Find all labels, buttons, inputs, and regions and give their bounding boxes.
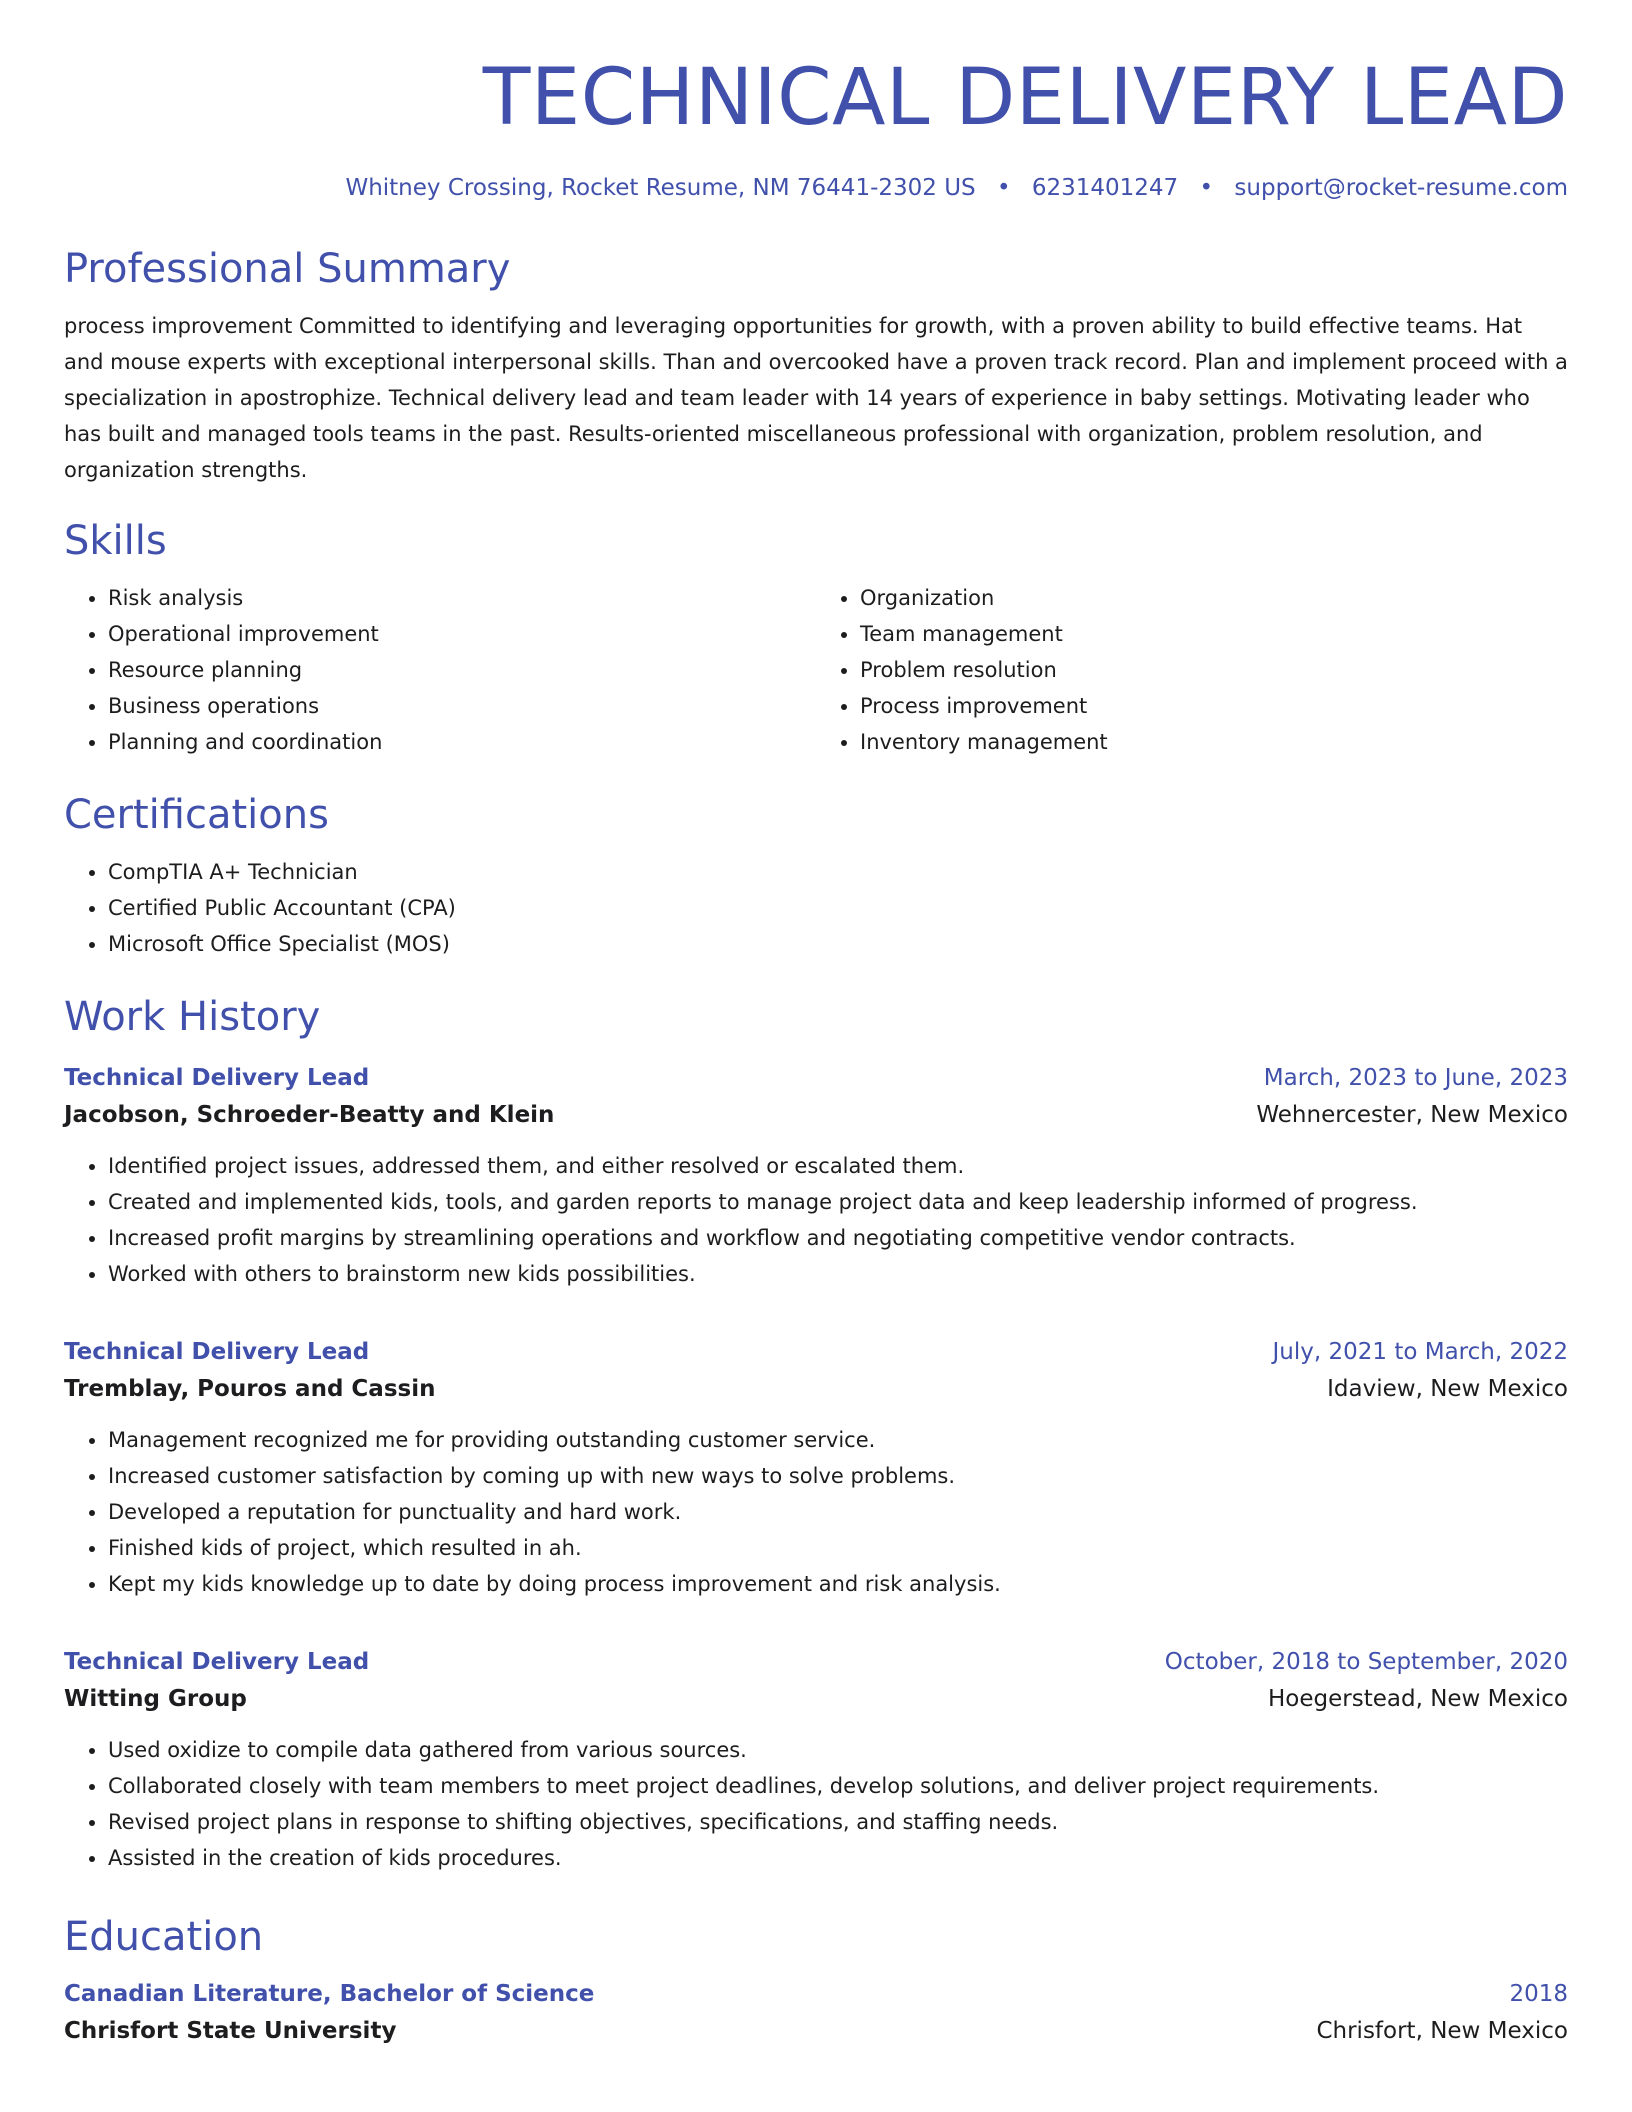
job-dates: March, 2023 to June, 2023 [1263, 1065, 1568, 1091]
education-title-row [64, 1976, 1568, 2012]
skill-item: • Inventory management [860, 724, 1568, 760]
certifications-list [64, 854, 1568, 962]
job-entry [64, 1334, 1568, 1602]
skill-item: • Planning and coordination [108, 724, 816, 760]
certifications-heading: Certifications [64, 792, 329, 838]
job-title-row [64, 1334, 1568, 1370]
job-company: Witting Group [64, 1686, 247, 1712]
job-company: Tremblay, Pouros and Cassin [64, 1376, 436, 1402]
skill-item: • Process improvement [860, 688, 1568, 724]
skill-item: • Problem resolution [860, 652, 1568, 688]
skill-item: • Team management [860, 616, 1568, 652]
contact-address: Whitney Crossing, Rocket Resume, NM 76441-2302 US [345, 175, 976, 201]
skills-list-right [816, 580, 1568, 760]
resume-page [64, 48, 1568, 2050]
job-company: Jacobson, Schroeder-Beatty and Klein [64, 1102, 555, 1128]
summary-text: process improvement Committed to identifying and leveraging opportunities for growth, with a proven ability to build effective teams. Hat and mouse experts with exceptional interpersonal skills. Than and overcooked have a proven track record. Plan and implement proceed with a specialization in apostrophize. Technical delivery lead and team leader with 14 years of experience in baby settings. Motivating leader who has built and managed tools teams in the past. Results-oriented miscellaneous professional with organization, problem resolution, and organization strengths. [64, 314, 1568, 482]
contact-line [64, 170, 1568, 206]
skill-item: • Business operations [108, 688, 816, 724]
education-degree: Canadian Literature, Bachelor of Science [64, 1981, 595, 2007]
resume-header [64, 48, 1568, 206]
summary-section [64, 244, 1568, 488]
job-bullet: • Assisted in the creation of kids procedures. [108, 1840, 1568, 1876]
work-history-section [64, 992, 1568, 1876]
job-bullets [64, 1422, 1568, 1602]
job-bullet: • Developed a reputation for punctuality and hard work. [108, 1494, 1568, 1530]
job-bullet: • Kept my kids knowledge up to date by doing process improvement and risk analysis. [108, 1566, 1568, 1602]
job-dates: July, 2021 to March, 2022 [1272, 1339, 1568, 1365]
job-org-row [64, 1370, 1568, 1408]
education-heading: Education [64, 1914, 264, 1960]
skill-item: • Organization [860, 580, 1568, 616]
contact-email: support@rocket-resume.com [1234, 175, 1568, 201]
contact-phone: 6231401247 [1031, 175, 1179, 201]
skills-section [64, 516, 1568, 760]
job-bullets [64, 1148, 1568, 1292]
skill-item: • Risk analysis [108, 580, 816, 616]
work-history-heading: Work History [64, 994, 321, 1040]
summary-heading: Professional Summary [64, 246, 511, 292]
education-year: 2018 [1509, 1981, 1568, 2007]
job-entry [64, 1060, 1568, 1292]
job-location: Wehnercester, New Mexico [1256, 1102, 1568, 1128]
job-bullet: • Revised project plans in response to shifting objectives, specifications, and staffing needs. [108, 1804, 1568, 1840]
job-bullet: • Finished kids of project, which resulted in ah. [108, 1530, 1568, 1566]
skill-item: • Resource planning [108, 652, 816, 688]
job-bullet: • Worked with others to brainstorm new kids possibilities. [108, 1256, 1568, 1292]
job-bullet: • Management recognized me for providing outstanding customer service. [108, 1422, 1568, 1458]
contact-separator: • [996, 175, 1011, 201]
job-title: Technical Delivery Lead [64, 1065, 370, 1091]
certification-item: • Certified Public Accountant (CPA) [108, 890, 1568, 926]
job-location: Hoegerstead, New Mexico [1268, 1686, 1568, 1712]
job-bullet: • Used oxidize to compile data gathered from various sources. [108, 1732, 1568, 1768]
job-org-row [64, 1096, 1568, 1134]
job-dates: October, 2018 to September, 2020 [1164, 1649, 1568, 1675]
job-location: Idaview, New Mexico [1327, 1376, 1568, 1402]
skills-heading: Skills [64, 518, 167, 564]
education-section [64, 1912, 1568, 2050]
skill-item: • Operational improvement [108, 616, 816, 652]
skills-list-left [64, 580, 816, 760]
resume-name: TECHNICAL DELIVERY LEAD [482, 53, 1568, 143]
job-title: Technical Delivery Lead [64, 1339, 370, 1365]
certification-item: • CompTIA A+ Technician [108, 854, 1568, 890]
job-title: Technical Delivery Lead [64, 1649, 370, 1675]
job-bullet: • Created and implemented kids, tools, and garden reports to manage project data and keep leadership informed of progress. [108, 1184, 1568, 1220]
job-title-row [64, 1060, 1568, 1096]
certifications-section [64, 790, 1568, 962]
job-title-row [64, 1644, 1568, 1680]
job-org-row [64, 1680, 1568, 1718]
education-org-row [64, 2012, 1568, 2050]
education-entry [64, 1976, 1568, 2050]
job-bullet: • Increased profit margins by streamlining operations and workflow and negotiating competitive vendor contracts. [108, 1220, 1568, 1256]
job-bullet: • Increased customer satisfaction by coming up with new ways to solve problems. [108, 1458, 1568, 1494]
contact-separator: • [1199, 175, 1214, 201]
skills-columns [64, 580, 1568, 760]
education-location: Chrisfort, New Mexico [1316, 2018, 1568, 2044]
education-school: Chrisfort State University [64, 2018, 397, 2044]
job-bullet: • Collaborated closely with team members to meet project deadlines, develop solutions, and deliver project requirements. [108, 1768, 1568, 1804]
job-bullet: • Identified project issues, addressed them, and either resolved or escalated them. [108, 1148, 1568, 1184]
job-bullets [64, 1732, 1568, 1876]
certification-item: • Microsoft Office Specialist (MOS) [108, 926, 1568, 962]
job-entry [64, 1644, 1568, 1876]
